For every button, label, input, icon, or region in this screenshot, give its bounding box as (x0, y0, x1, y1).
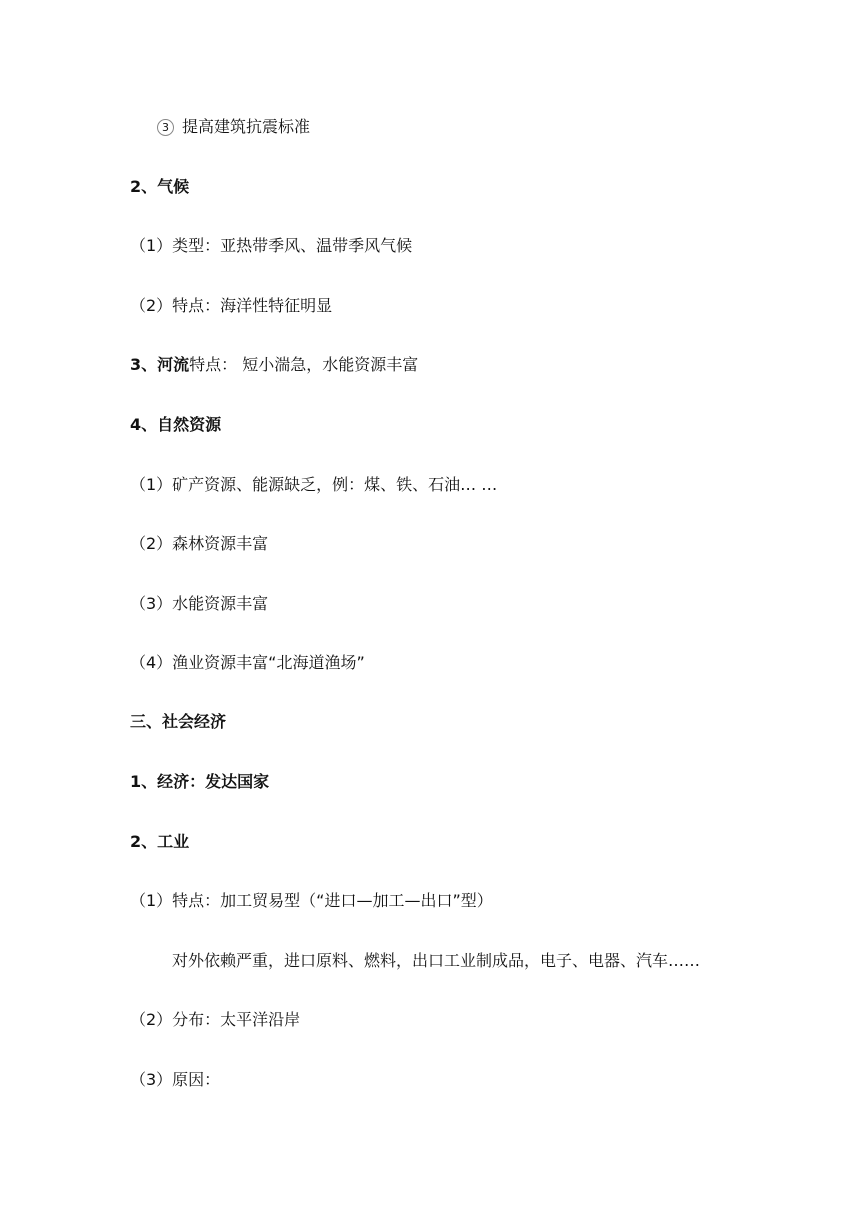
heading-industry: 2、工业 (130, 832, 190, 851)
rivers-text: 特点： 短小湍急，水能资源丰富 (189, 355, 419, 374)
heading-economy: 1、经济：发达国家 (130, 772, 270, 791)
paragraph-mineral-resources: （1）矿产资源、能源缺乏，例：煤、铁、石油… … (130, 475, 498, 494)
paragraph-hydro-resources: （3）水能资源丰富 (130, 594, 269, 613)
paragraph-forest-resources: （2）森林资源丰富 (130, 534, 269, 553)
paragraph-climate-type: （1）类型：亚热带季风、温带季风气候 (130, 236, 413, 255)
heading-social-economy: 三、社会经济 (130, 712, 227, 731)
heading-natural-resources: 4、自然资源 (130, 415, 222, 434)
paragraph-climate-feature: （2）特点：海洋性特征明显 (130, 296, 333, 315)
paragraph-industry-feature: （1）特点：加工贸易型（“进口—加工—出口”型） (130, 891, 493, 910)
list-item-circled-3 (157, 116, 310, 138)
paragraph-industry-dependence: 对外依赖严重，进口原料、燃料，出口工业制成品，电子、电器、汽车…… (172, 951, 701, 970)
paragraph-fishery-resources: （4）渔业资源丰富“北海道渔场” (130, 653, 365, 672)
paragraph-rivers (130, 354, 418, 376)
circled-number-marker: 3 (157, 119, 174, 136)
paragraph-industry-reasons: （3）原因： (130, 1070, 221, 1089)
paragraph-industry-distribution: （2）分布：太平洋沿岸 (130, 1010, 301, 1029)
line-text: 提高建筑抗震标准 (182, 117, 311, 136)
heading-climate: 2、气候 (130, 177, 190, 196)
heading-rivers: 3、河流 (130, 355, 190, 374)
